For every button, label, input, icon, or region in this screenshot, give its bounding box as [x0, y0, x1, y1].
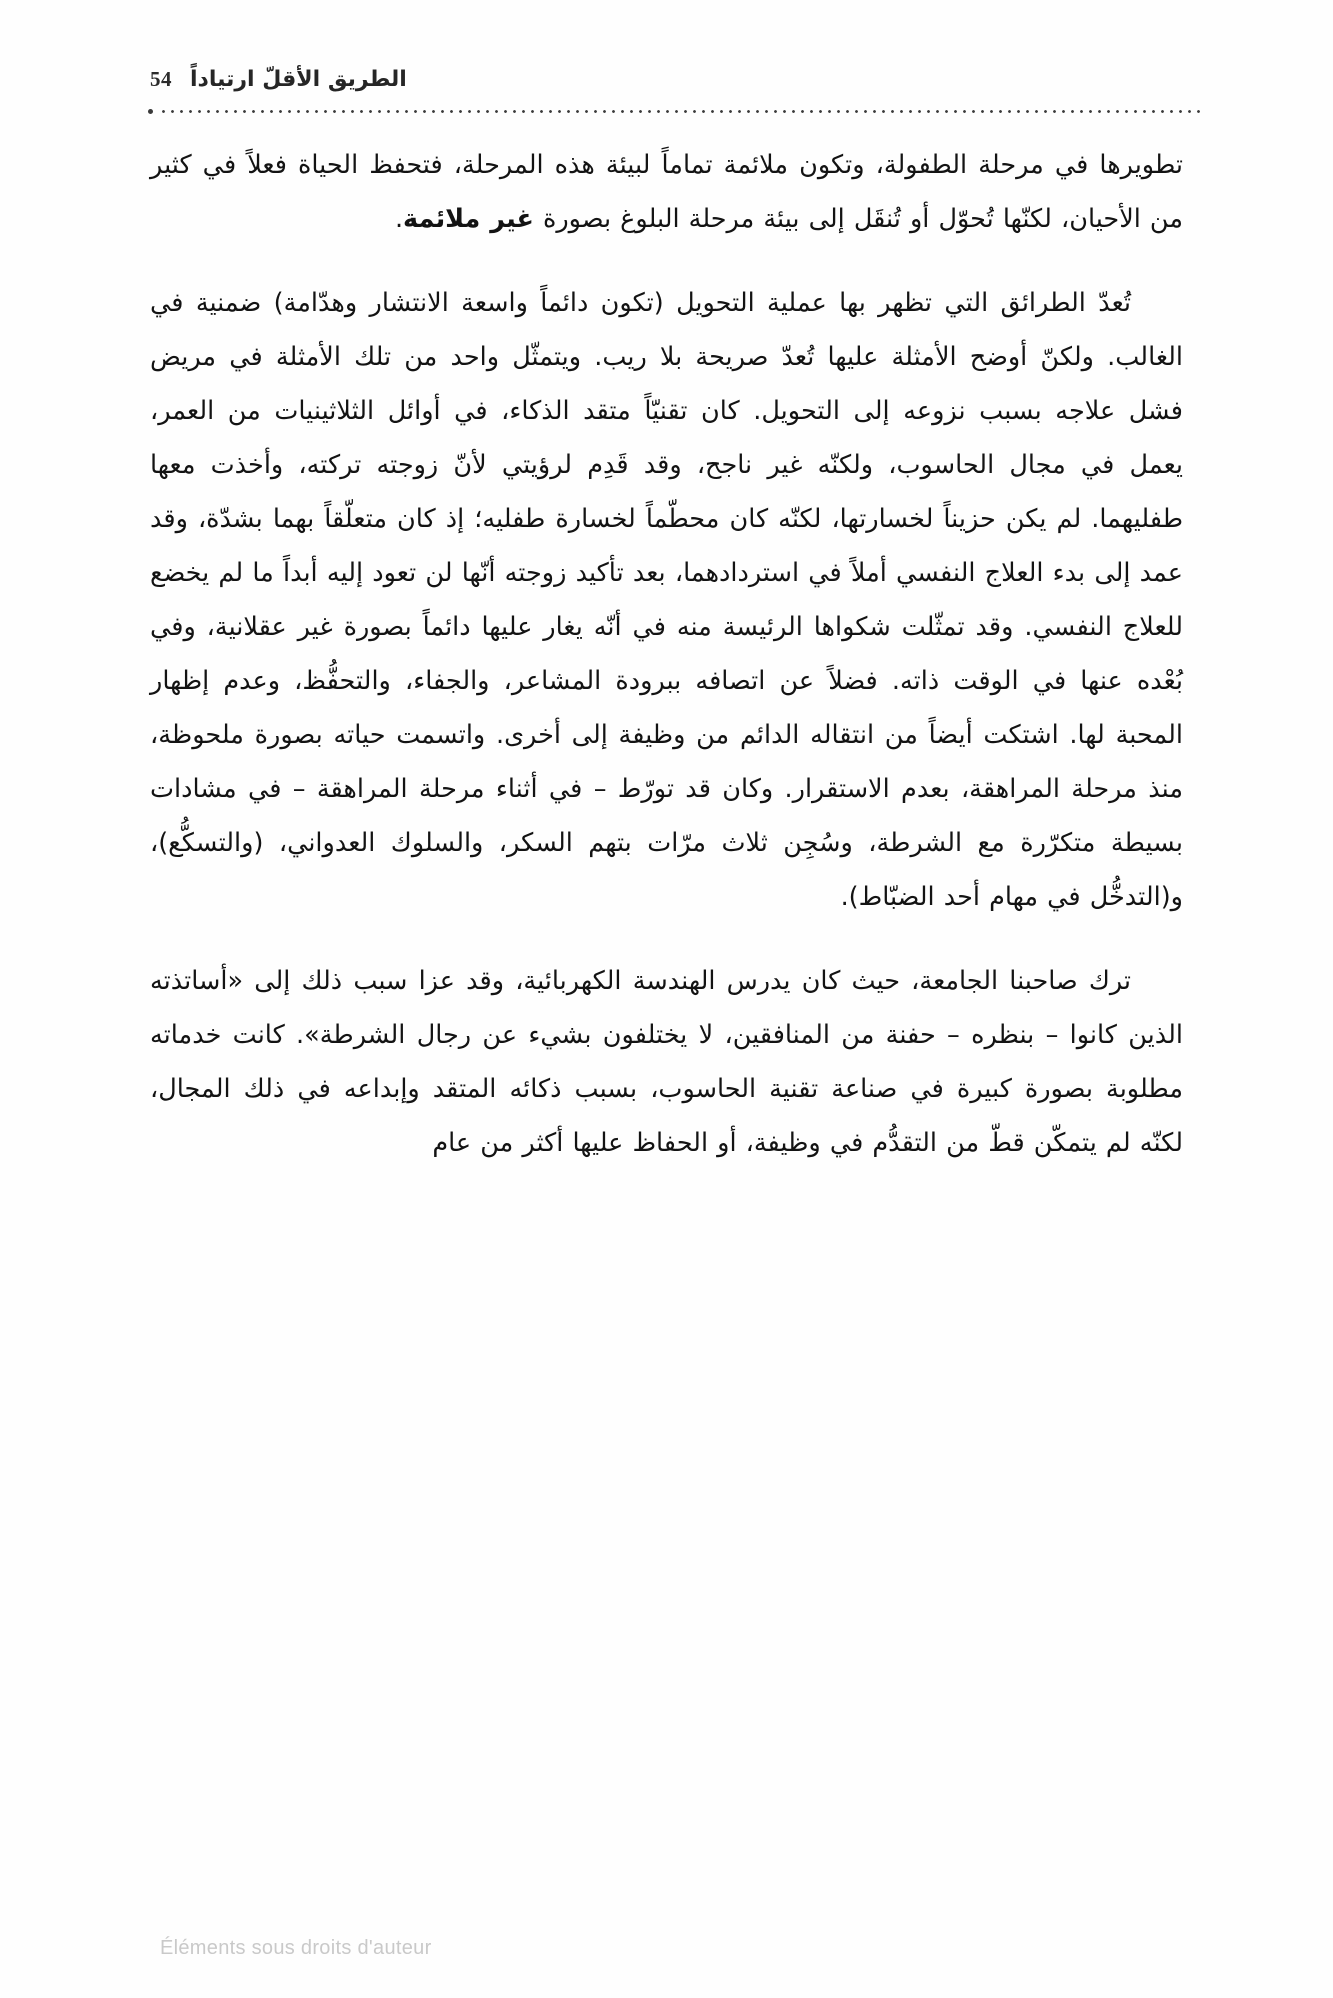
running-header	[150, 58, 1203, 100]
rule-dot-run	[159, 109, 1205, 114]
paragraph-3-run-1: ترك صاحبنا الجامعة، حيث كان يدرس الهندسة الكهربائية، وقد عزا سبب ذلك إلى «أساتذته الذين كانوا – بنظره – حفنة من المنافقين، لا يختلفون بشيء عن رجال الشرطة». كانت خدماته مطلوبة بصورة كبيرة في صناعة تقنية الحاسوب، بسبب ذكائه المتقد وإبداعه في ذلك المجال، لكنّه لم يتمكّن قطّ من التقدُّم في وظيفة، أو الحفاظ عليها أكثر من عام	[150, 966, 1183, 1158]
paragraph-2	[150, 276, 1183, 924]
paragraph-3	[150, 954, 1183, 1170]
copyright-watermark: Éléments sous droits d'auteur	[160, 1937, 432, 1959]
running-title: الطريق الأقلّ ارتياداً	[190, 66, 407, 92]
page-footer	[0, 1937, 1333, 1960]
paragraph-1-run-1: تطويرها في مرحلة الطفولة، وتكون ملائمة تماماً لبيئة هذه المرحلة، فتحفظ الحياة فعلاً في كثير من الأحيان، لكنّها تُحوّل أو تُنقَل إلى بيئة مرحلة البلوغ بصورة	[150, 150, 1183, 234]
page-number: 54	[150, 66, 172, 91]
paragraph-1-run-3: .	[394, 204, 404, 234]
paragraph-1-bold-emphasis: غير ملائمة	[403, 204, 534, 234]
paragraph-1	[150, 138, 1183, 246]
paragraph-2-run-1: تُعدّ الطرائق التي تظهر بها عملية التحويل (تكون دائماً واسعة الانتشار وهدّامة) ضمنية في الغالب. ولكنّ أوضح الأمثلة عليها تُعدّ صريحة بلا ريب. ويتمثّل واحد من تلك الأمثلة في مريض فشل علاجه بسبب نزوعه إلى التحويل. كان تقنيّاً متقد الذكاء، في أوائل الثلاثينيات من العمر، يعمل في مجال الحاسوب، ولكنّه غير ناجح، وقد قَدِم لرؤيتي لأنّ زوجته تركته، وأخذت معها طفليهما. لم يكن حزيناً لخسارتها، لكنّه كان محطّماً لخسارة طفليه؛ إذ كان متعلّقاً بهما بشدّة، وقد عمد إلى بدء العلاج النفسي أملاً في استردادهما، بعد تأكيد زوجته أنّها لن تعود إليه أبداً ما لم يخضع للعلاج النفسي. وقد تمثّلت شكواها الرئيسة منه في أنّه يغار عليها دائماً بصورة غير عقلانية، وفي بُعْده عنها في الوقت ذاته. فضلاً عن اتصافه ببرودة المشاعر، والجفاء، والتحفُّظ، وعدم إظهار المحبة لها. اشتكت أيضاً من انتقاله الدائم من وظيفة إلى أخرى. واتسمت حياته بصورة ملحوظة، منذ مرحلة المراهقة، بعدم الاستقرار. وكان قد تورّط – في أثناء مرحلة المراهقة – في مشادات بسيطة متكرّرة مع الشرطة، وسُجِن ثلاث مرّات بتهم السكر، والسلوك العدواني، (والتسكُّع)، و(التدخُّل في مهام أحد الضبّاط).	[150, 288, 1183, 912]
page-body	[150, 138, 1183, 1878]
footer-inner	[160, 1937, 432, 1960]
header-dotted-rule	[148, 106, 1205, 116]
rule-lead-dot	[148, 109, 153, 114]
